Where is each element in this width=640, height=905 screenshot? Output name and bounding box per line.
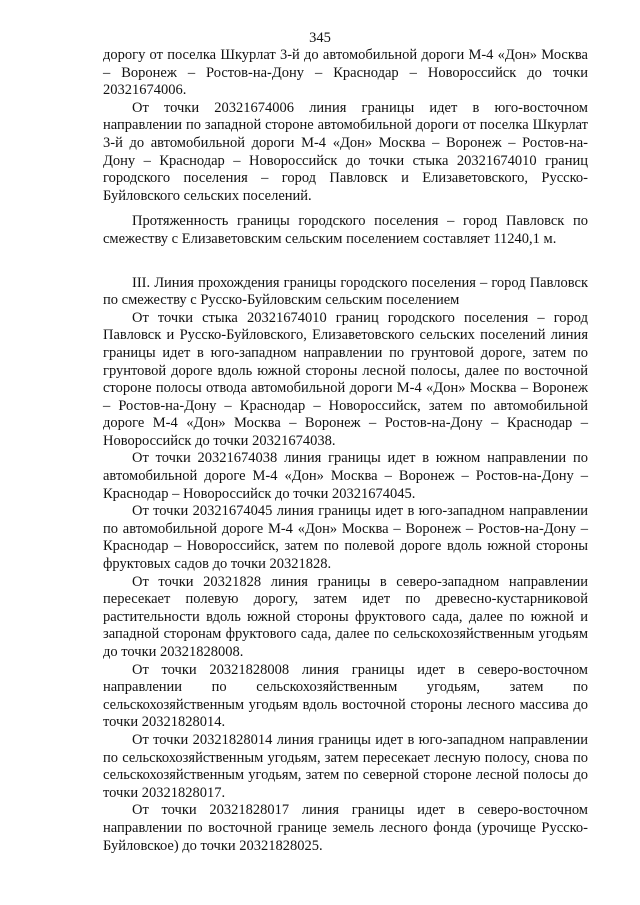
paragraph: От точки 20321828017 линия границы идет в северо-восточном направлении по восточной границе земель лесного фонда (урочище Русско-Буйловское) до точки 20321828025.: [103, 802, 588, 854]
paragraph-continuation: дорогу от поселка Шкурлат 3-й до автомобильной дороги М-4 «Дон» Москва – Воронеж – Ростов-на-Дону – Краснодар – Новороссийск до точки 20321674006.: [103, 47, 588, 99]
paragraph: От точки стыка 20321674010 границ городского поселения – город Павловск и Русско-Буйловского, Елизаветовского сельских поселений линия границы идет в юго-западном направлении по грунтовой дороге, затем по грунтовой дороге вдоль южной стороны лесной полосы, далее по восточной стороне полосы отвода автомобильной дороги М-4 «Дон» Москва – Воронеж – Ростов-на-Дону – Краснодар – Новороссийск, затем по автомобильной дороге М-4 «Дон» Москва – Воронеж – Ростов-на-Дону – Краснодар – Новороссийск до точки 20321674038.: [103, 309, 588, 449]
section-heading: III. Линия прохождения границы городского поселения – город Павловск по смежеству с Русско-Буйловским сельским поселением: [103, 274, 588, 309]
paragraph: От точки 20321828008 линия границы идет в северо-восточном направлении по сельскохозяйственным угодьям, затем по сельскохозяйственным угодьям вдоль восточной стороны лесного массива до точки 20321828014.: [103, 661, 588, 731]
paragraph: От точки 20321828014 линия границы идет в юго-западном направлении по сельскохозяйственным угодьям, затем пересекает лесную полосу, снова по сельскохозяйственным угодьям, затем по северной стороне лесной полосы до точки 20321828017.: [103, 731, 588, 801]
paragraph-border-length: Протяженность границы городского поселения – город Павловск по смежеству с Елизаветовским сельским поселением составляет 11240,1 м.: [103, 213, 588, 247]
document-body: [103, 47, 588, 855]
page-number: 345: [309, 30, 331, 46]
paragraph: От точки 20321674006 линия границы идет в юго-восточном направлении по западной стороне автомобильной дороги от поселка Шкурлат 3-й до автомобильной дороги М-4 «Дон» Москва – Воронеж – Ростов-на-Дону – Краснодар – Новороссийск до точки стыка 20321674010 границ городского поселения – город Павловск и Елизаветовского, Русско-Буйловского сельских поселений.: [103, 99, 588, 204]
paragraph: От точки 20321674045 линия границы идет в юго-западном направлении по автомобильной дороге М-4 «Дон» Москва – Воронеж – Ростов-на-Дону – Краснодар – Новороссийск, затем по полевой дороге вдоль южной стороны фруктовых садов до точки 20321828.: [103, 503, 588, 573]
paragraph: От точки 20321674038 линия границы идет в южном направлении по автомобильной дороге М-4 «Дон» Москва – Воронеж – Ростов-на-Дону – Краснодар – Новороссийск до точки 20321674045.: [103, 450, 588, 502]
paragraph: От точки 20321828 линия границы в северо-западном направлении пересекает полевую дорогу, затем идет по древесно-кустарниковой растительности вдоль южной стороны фруктового сада, далее по южной и западной сторонам фруктового сада, далее по сельскохозяйственным угодьям до точки 20321828008.: [103, 573, 588, 660]
